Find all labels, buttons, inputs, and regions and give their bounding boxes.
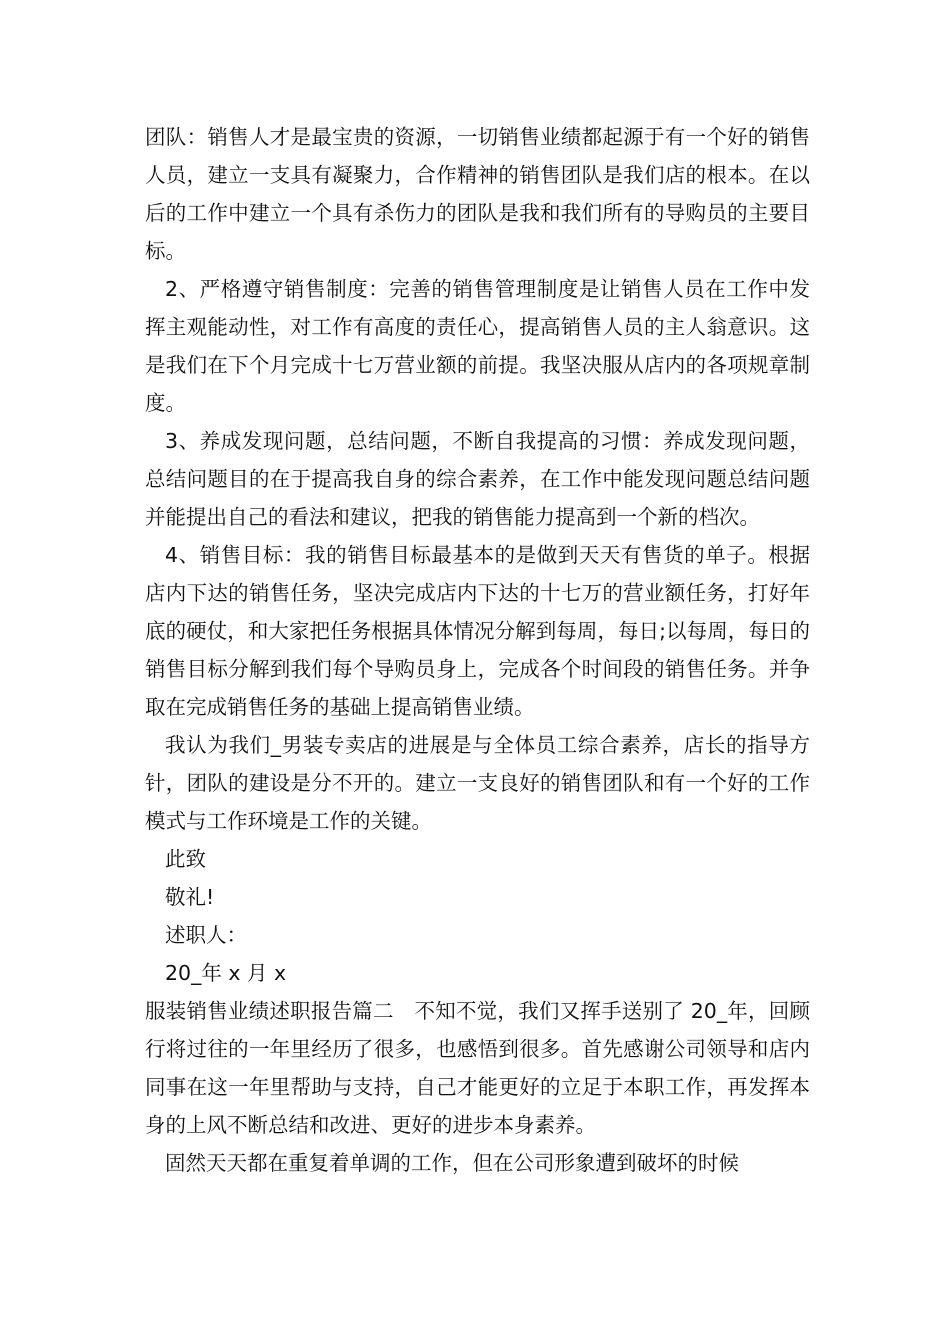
date-line: 20_年 x 月 x: [165, 961, 287, 985]
paragraph-sales-target: 4、销售目标：我的销售目标最基本的是做到天天有售货的单子。根据店内下达的销售任务，坚决完成店内下达的十七万的营业额任务，打好年底的硬仗，和大家把任务根据具体情况分解到每周，每日;以每周，每日的销售目标分解到我们每个导购员身上，完成各个时间段的销售任务。并争取在完成销售任务的基础上提高销售业绩。: [145, 543, 810, 719]
paragraph-last: 固然天天都在重复着单调的工作，但在公司形象遭到破坏的时候: [165, 1151, 739, 1175]
paragraph-problem-solving: 3、养成发现问题，总结问题，不断自我提高的习惯：养成发现问题，总结问题目的在于提高我自身的综合素养，在工作中能发现问题总结问题并能提出自己的看法和建议，把我的销售能力提高到一个新的档次。: [145, 429, 810, 529]
salute-line: 敬礼!: [165, 885, 215, 909]
signature-label: 述职人：: [165, 923, 247, 947]
paragraph-section-two: 服装销售业绩述职报告篇二 不知不觉，我们又挥手送别了 20_年，回顾行将过往的一年里经历了很多，也感悟到很多。首先感谢公司领导和店内同事在这一年里帮助与支持，自己才能更好的立足于本职工作，再发挥本身的上风不断总结和改进、更好的进步本身素养。: [145, 999, 810, 1137]
closing-line: 此致: [165, 847, 206, 871]
document-body: [145, 118, 810, 1182]
paragraph-team: 团队：销售人才是最宝贵的资源，一切销售业绩都起源于有一个好的销售人员，建立一支具有凝聚力，合作精神的销售团队是我们店的根本。在以后的工作中建立一个具有杀伤力的团队是我和我们所有的导购员的主要目标。: [145, 125, 810, 263]
paragraph-conclusion: 我认为我们_男装专卖店的进展是与全体员工综合素养，店长的指导方针，团队的建设是分不开的。建立一支良好的销售团队和有一个好的工作模式与工作环境是工作的关键。: [145, 733, 810, 833]
paragraph-sales-rules: 2、严格遵守销售制度：完善的销售管理制度是让销售人员在工作中发挥主观能动性，对工作有高度的责任心，提高销售人员的主人翁意识。这是我们在下个月完成十七万营业额的前提。我坚决服从店内的各项规章制度。: [145, 277, 810, 415]
